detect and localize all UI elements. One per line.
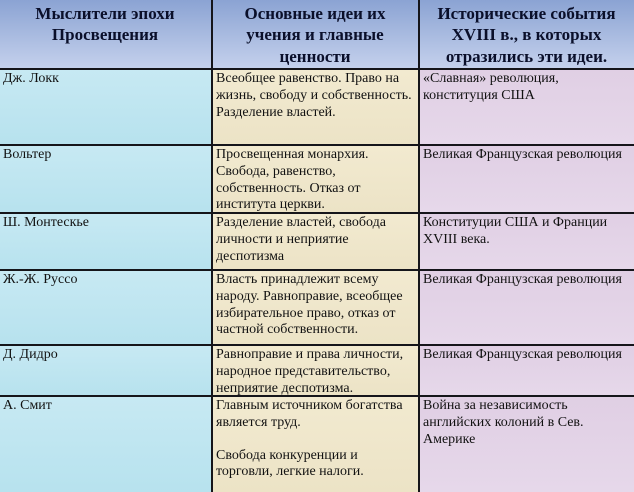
cell-events: Великая Французская революция (420, 146, 634, 214)
cell-events: Великая Французская революция (420, 346, 634, 397)
cell-ideas: Всеобщее равенство. Право на жизнь, свободу и собственность. Разделение властей. (213, 70, 420, 146)
header-thinkers (0, 0, 213, 70)
cell-events: Конституции США и Франции XVIII века. (420, 214, 634, 271)
cell-ideas: Просвещенная монархия. Свобода, равенство, собственность. Отказ от института церкви. (213, 146, 420, 214)
cell-ideas: Власть принадлежит всему народу. Равноправие, всеобщее избирательное право, отказ от частной собственности. (213, 271, 420, 346)
cell-events: «Славная» революция, конституция США (420, 70, 634, 146)
cell-thinker: Дж. Локк (0, 70, 213, 146)
cell-thinker: Ж.-Ж. Руссо (0, 271, 213, 346)
cell-ideas: Равноправие и права личности, народное представительство, неприятие деспотизма. (213, 346, 420, 397)
cell-events: Война за независимость английских колоний в Сев. Америке (420, 397, 634, 492)
cell-ideas: Разделение властей, свобода личности и неприятие деспотизма (213, 214, 420, 271)
cell-ideas-paragraph-2: Свобода конкуренции и торговли, легкие налоги. (216, 447, 364, 480)
header-events-label: Исторические события XVIII в., в которых отразились эти идеи. (437, 4, 616, 66)
cell-ideas (213, 397, 420, 492)
header-events (420, 0, 634, 70)
cell-thinker: А. Смит (0, 397, 213, 492)
cell-ideas-paragraph-1: Главным источником богатства является труд. (216, 398, 403, 430)
cell-thinker: Д. Дидро (0, 346, 213, 397)
header-ideas (213, 0, 420, 70)
cell-events: Великая Французская революция (420, 271, 634, 346)
header-thinkers-label: Мыслители эпохи Просвещения (35, 4, 175, 45)
header-ideas-label: Основные идеи их учения и главные ценности (244, 4, 386, 66)
cell-thinker: Вольтер (0, 146, 213, 214)
cell-thinker: Ш. Монтескье (0, 214, 213, 271)
